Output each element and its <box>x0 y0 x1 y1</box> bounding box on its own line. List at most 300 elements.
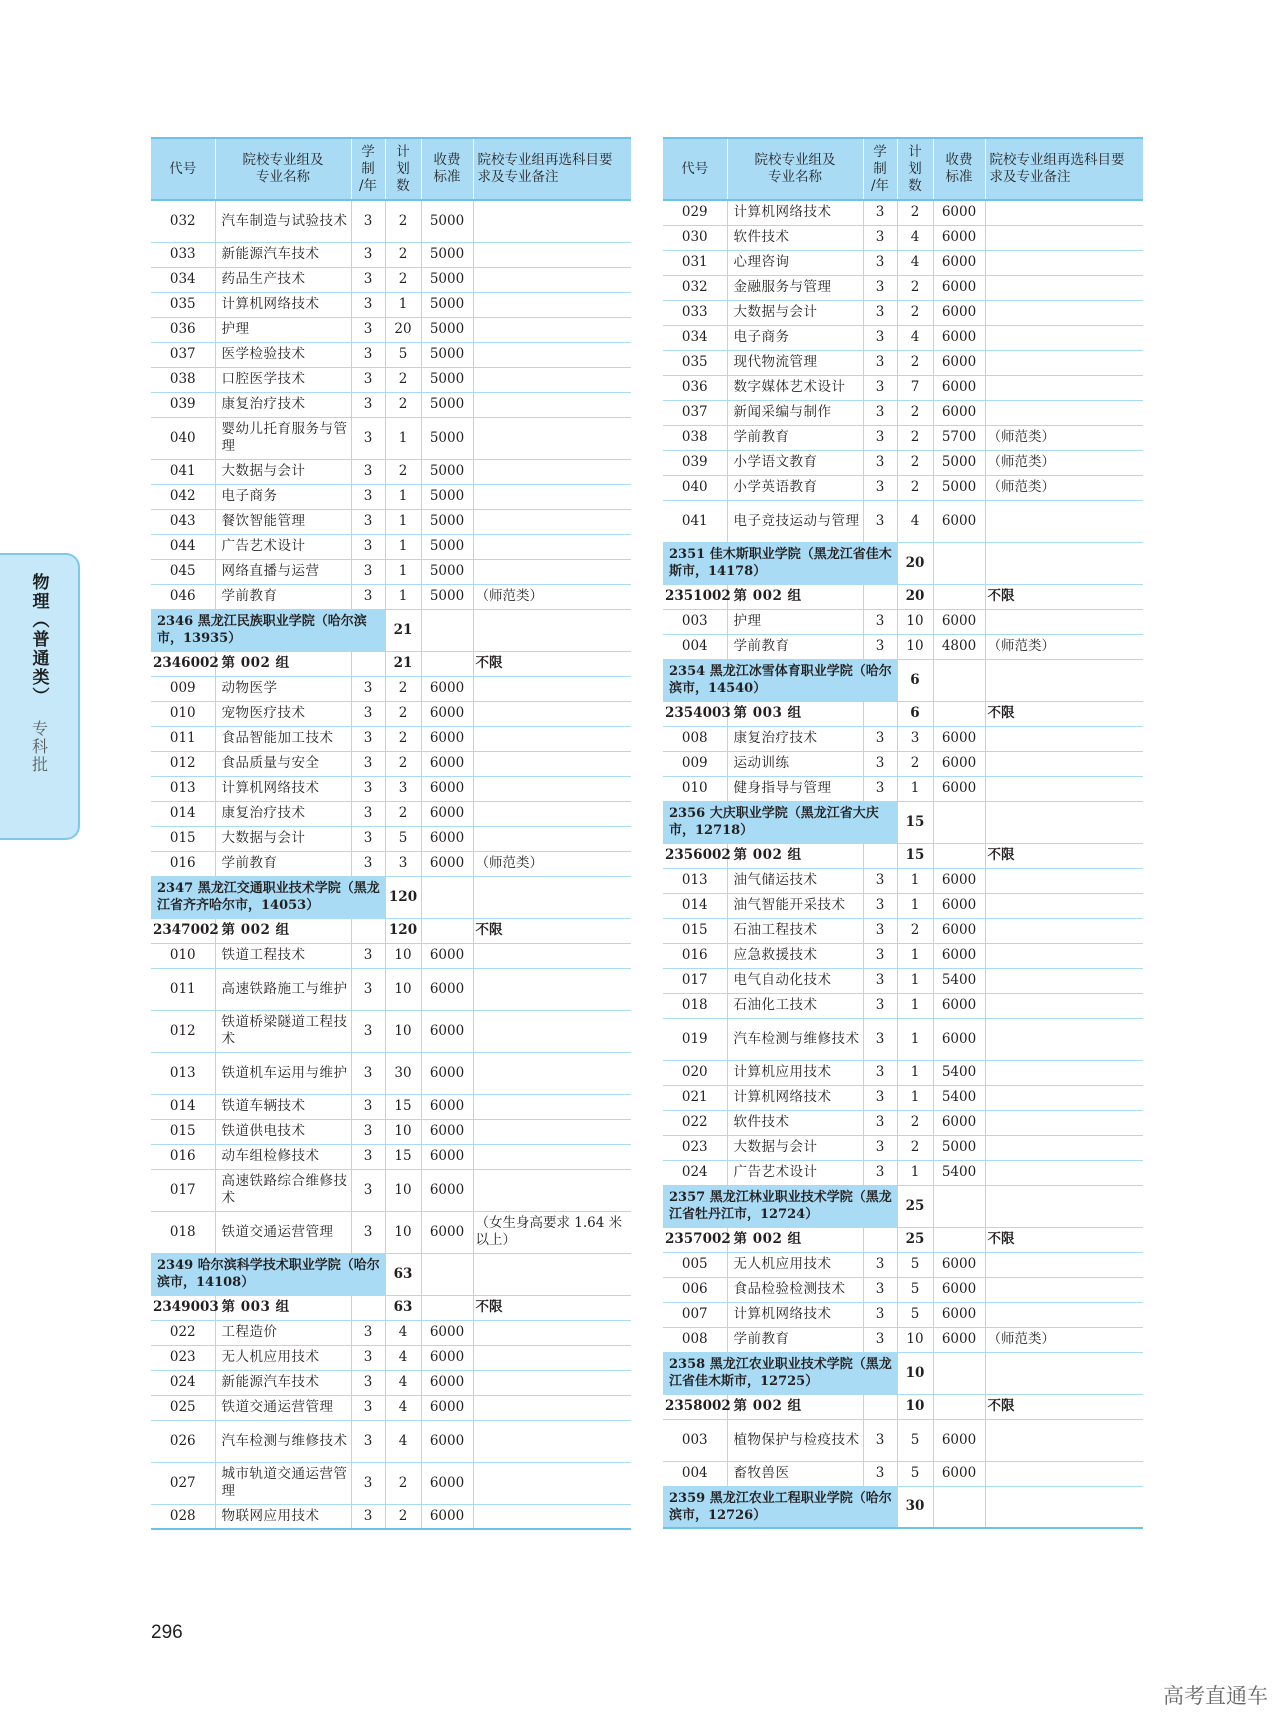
major-note <box>473 826 631 851</box>
major-note <box>473 726 631 751</box>
header-years-text: 制 <box>873 160 887 177</box>
major-code: 012 <box>151 751 215 776</box>
major-years: 3 <box>351 776 385 801</box>
header-fee <box>933 138 985 200</box>
major-fee: 6000 <box>933 776 985 801</box>
major-name: 餐饮智能管理 <box>215 509 351 534</box>
major-row <box>151 776 631 801</box>
major-years: 3 <box>863 893 897 918</box>
major-name: 油气储运技术 <box>727 868 863 893</box>
header-code-text: 代号 <box>169 160 197 177</box>
major-plan: 4 <box>385 1320 421 1345</box>
major-name: 康复治疗技术 <box>215 392 351 417</box>
major-note <box>985 893 1143 918</box>
major-name: 运动训练 <box>727 751 863 776</box>
major-plan: 1 <box>897 776 933 801</box>
major-years: 3 <box>863 1110 897 1135</box>
major-fee: 5000 <box>421 242 473 267</box>
major-plan: 10 <box>385 943 421 968</box>
major-fee: 6000 <box>421 1119 473 1144</box>
major-name: 健身指导与管理 <box>727 776 863 801</box>
major-years: 3 <box>351 459 385 484</box>
major-years: 3 <box>351 559 385 584</box>
major-fee: 6000 <box>933 350 985 375</box>
major-plan: 4 <box>897 500 933 542</box>
major-note: （师范类） <box>987 454 1055 470</box>
left-table-body <box>151 200 631 1529</box>
major-note <box>473 200 631 242</box>
major-name: 软件技术 <box>727 1110 863 1135</box>
major-note <box>473 1010 631 1052</box>
major-name: 铁道工程技术 <box>215 943 351 968</box>
major-fee: 6000 <box>421 751 473 776</box>
major-fee: 5000 <box>933 475 985 500</box>
major-name: 口腔医学技术 <box>215 367 351 392</box>
header-code <box>151 138 215 200</box>
major-row <box>151 559 631 584</box>
major-row <box>663 350 1143 375</box>
side-category-tab <box>0 553 80 840</box>
school-fee-cell <box>421 876 473 918</box>
major-fee: 6000 <box>421 968 473 1010</box>
major-fee: 6000 <box>933 751 985 776</box>
major-row <box>663 450 1143 475</box>
major-row <box>151 267 631 292</box>
major-name: 油气智能开采技术 <box>727 893 863 918</box>
major-name: 医学检验技术 <box>215 342 351 367</box>
major-name: 铁道机车运用与维护 <box>215 1052 351 1094</box>
major-code: 015 <box>151 1119 215 1144</box>
major-name: 学前教育 <box>215 851 351 876</box>
major-name: 畜牧兽医 <box>727 1461 863 1486</box>
major-plan: 1 <box>385 534 421 559</box>
major-fee: 6000 <box>421 726 473 751</box>
major-row <box>151 342 631 367</box>
major-note <box>985 375 1143 400</box>
group-subject-requirement: 不限 <box>987 1231 1015 1247</box>
major-note <box>473 484 631 509</box>
major-fee: 5000 <box>421 584 473 609</box>
school-plan-count: 30 <box>897 1486 933 1528</box>
major-name: 计算机网络技术 <box>215 292 351 317</box>
major-fee: 5000 <box>421 459 473 484</box>
major-years: 3 <box>351 509 385 534</box>
major-plan: 3 <box>385 851 421 876</box>
major-name: 护理 <box>727 609 863 634</box>
major-name: 电子竞技运动与管理 <box>727 500 863 542</box>
major-plan: 2 <box>897 1110 933 1135</box>
major-years: 3 <box>863 425 897 450</box>
major-plan: 2 <box>897 751 933 776</box>
major-years: 3 <box>351 1504 385 1529</box>
major-fee: 6000 <box>933 1461 985 1486</box>
major-name: 康复治疗技术 <box>215 801 351 826</box>
major-row <box>151 459 631 484</box>
major-plan: 4 <box>897 325 933 350</box>
major-years: 3 <box>351 943 385 968</box>
major-plan: 15 <box>385 1094 421 1119</box>
major-row <box>663 275 1143 300</box>
major-name: 铁道交通运营管理 <box>215 1211 351 1253</box>
major-years: 3 <box>863 400 897 425</box>
major-note <box>985 726 1143 751</box>
major-note: （师范类） <box>987 1331 1055 1347</box>
major-plan: 2 <box>385 1504 421 1529</box>
school-note-cell <box>985 1486 1143 1528</box>
header-code-text: 代号 <box>681 160 709 177</box>
group-name: 第 002 组 <box>215 918 351 943</box>
major-years: 3 <box>863 500 897 542</box>
major-plan: 5 <box>897 1252 933 1277</box>
major-code: 010 <box>663 776 727 801</box>
school-fee-cell <box>933 659 985 701</box>
major-row <box>663 893 1143 918</box>
header-plan-text: 数 <box>396 177 410 194</box>
school-plan-count: 63 <box>385 1253 421 1295</box>
major-years: 3 <box>863 300 897 325</box>
major-note <box>985 1018 1143 1060</box>
group-subject-requirement: 不限 <box>475 655 503 671</box>
major-code: 042 <box>151 484 215 509</box>
school-row <box>151 1253 631 1295</box>
major-name: 电子商务 <box>215 484 351 509</box>
major-name: 宠物医疗技术 <box>215 701 351 726</box>
header-note-text: 院校专业组再选科目要 <box>477 152 613 168</box>
major-name: 汽车检测与维修技术 <box>727 1018 863 1060</box>
major-name: 应急救援技术 <box>727 943 863 968</box>
major-fee: 6000 <box>933 1327 985 1352</box>
header-row <box>663 138 1143 200</box>
header-plan-text: 计 <box>396 143 410 160</box>
school-note-cell <box>473 609 631 651</box>
major-plan: 1 <box>897 993 933 1018</box>
major-name: 高速铁路综合维修技术 <box>215 1169 351 1211</box>
major-plan: 1 <box>385 559 421 584</box>
major-code: 016 <box>663 943 727 968</box>
group-subject-requirement: 不限 <box>987 847 1015 863</box>
major-name: 网络直播与运营 <box>215 559 351 584</box>
major-plan: 1 <box>897 893 933 918</box>
school-fee-cell <box>933 1486 985 1528</box>
major-row <box>151 851 631 876</box>
major-plan: 1 <box>897 868 933 893</box>
major-note <box>985 943 1143 968</box>
major-name: 广告艺术设计 <box>215 534 351 559</box>
major-row <box>663 1302 1143 1327</box>
major-code: 025 <box>151 1395 215 1420</box>
major-note <box>985 1252 1143 1277</box>
group-row <box>663 1394 1143 1419</box>
major-years: 3 <box>863 450 897 475</box>
major-note: （女生身高要求 1.64 米以上） <box>475 1215 623 1248</box>
header-years-text: /年 <box>870 177 890 194</box>
major-row <box>151 701 631 726</box>
major-years: 3 <box>863 200 897 225</box>
major-fee: 6000 <box>933 500 985 542</box>
major-fee: 5700 <box>933 425 985 450</box>
major-plan: 2 <box>897 275 933 300</box>
major-row <box>663 776 1143 801</box>
major-row <box>663 993 1143 1018</box>
major-row <box>151 1320 631 1345</box>
major-code: 017 <box>663 968 727 993</box>
major-code: 024 <box>663 1160 727 1185</box>
major-code: 031 <box>663 250 727 275</box>
major-note <box>473 1320 631 1345</box>
group-fee-cell <box>421 1295 473 1320</box>
major-years: 3 <box>863 634 897 659</box>
major-note <box>985 1160 1143 1185</box>
major-code: 013 <box>151 1052 215 1094</box>
major-note <box>473 1345 631 1370</box>
header-name <box>727 138 863 200</box>
major-name: 大数据与会计 <box>727 1135 863 1160</box>
major-fee: 5400 <box>933 1085 985 1110</box>
major-fee: 5000 <box>421 317 473 342</box>
major-note: （师范类） <box>987 429 1055 445</box>
major-years: 3 <box>351 342 385 367</box>
major-note <box>473 459 631 484</box>
major-note <box>473 751 631 776</box>
major-row <box>663 400 1143 425</box>
major-row <box>151 1462 631 1504</box>
group-years-cell <box>351 1295 385 1320</box>
major-code: 014 <box>663 893 727 918</box>
major-row <box>151 367 631 392</box>
major-years: 3 <box>351 1320 385 1345</box>
major-row <box>663 425 1143 450</box>
major-name: 心理咨询 <box>727 250 863 275</box>
major-years: 3 <box>863 1085 897 1110</box>
major-plan: 10 <box>897 1327 933 1352</box>
major-row <box>663 1327 1143 1352</box>
group-years-cell <box>351 918 385 943</box>
major-code: 036 <box>151 317 215 342</box>
major-note <box>473 342 631 367</box>
group-code: 2351002 <box>663 584 727 609</box>
group-subject-requirement: 不限 <box>987 1398 1015 1414</box>
school-note-cell <box>985 801 1143 843</box>
major-years: 3 <box>863 350 897 375</box>
school-fee-cell <box>421 1253 473 1295</box>
major-code: 022 <box>151 1320 215 1345</box>
major-plan: 1 <box>897 1018 933 1060</box>
major-fee: 6000 <box>421 1462 473 1504</box>
major-plan: 10 <box>897 634 933 659</box>
major-plan: 1 <box>385 584 421 609</box>
major-note <box>473 776 631 801</box>
major-plan: 2 <box>897 450 933 475</box>
major-note <box>985 609 1143 634</box>
major-row <box>151 242 631 267</box>
major-plan: 2 <box>897 200 933 225</box>
major-row <box>663 500 1143 542</box>
major-fee: 6000 <box>933 868 985 893</box>
school-row <box>663 1486 1143 1528</box>
major-note <box>473 534 631 559</box>
major-years: 3 <box>351 534 385 559</box>
major-row <box>663 1110 1143 1135</box>
major-plan: 2 <box>385 1462 421 1504</box>
major-note <box>473 801 631 826</box>
major-row <box>151 1010 631 1052</box>
school-row <box>151 876 631 918</box>
major-plan: 5 <box>897 1461 933 1486</box>
major-row <box>151 1119 631 1144</box>
major-code: 008 <box>663 726 727 751</box>
major-plan: 2 <box>897 425 933 450</box>
major-name: 计算机网络技术 <box>727 1085 863 1110</box>
major-years: 3 <box>351 367 385 392</box>
major-row <box>663 225 1143 250</box>
major-name: 石油化工技术 <box>727 993 863 1018</box>
major-name: 食品质量与安全 <box>215 751 351 776</box>
major-fee: 6000 <box>421 1211 473 1253</box>
header-years-text: 学 <box>361 143 375 160</box>
major-plan: 1 <box>897 943 933 968</box>
group-fee-cell <box>933 1227 985 1252</box>
major-code: 035 <box>663 350 727 375</box>
major-years: 3 <box>351 701 385 726</box>
major-years: 3 <box>351 726 385 751</box>
major-note <box>473 1169 631 1211</box>
major-code: 046 <box>151 584 215 609</box>
major-years: 3 <box>351 1370 385 1395</box>
major-row <box>151 417 631 459</box>
school-name: 2351 佳木斯职业学院（黑龙江省佳木斯市，14178） <box>663 542 897 584</box>
major-plan: 10 <box>385 1169 421 1211</box>
group-plan-count: 21 <box>385 651 421 676</box>
major-code: 008 <box>663 1327 727 1352</box>
major-row <box>151 968 631 1010</box>
major-fee: 6000 <box>421 1345 473 1370</box>
major-plan: 1 <box>385 484 421 509</box>
major-note <box>473 968 631 1010</box>
major-years: 3 <box>351 584 385 609</box>
major-fee: 6000 <box>933 1302 985 1327</box>
major-code: 018 <box>663 993 727 1018</box>
major-row <box>151 200 631 242</box>
major-row <box>151 584 631 609</box>
major-code: 004 <box>663 634 727 659</box>
group-fee-cell <box>421 918 473 943</box>
major-code: 020 <box>663 1060 727 1085</box>
major-fee: 6000 <box>421 1010 473 1052</box>
major-plan: 15 <box>385 1144 421 1169</box>
major-name: 护理 <box>215 317 351 342</box>
school-name: 2349 哈尔滨科学技术职业学院（哈尔滨市，14108） <box>151 1253 385 1295</box>
school-fee-cell <box>421 609 473 651</box>
major-row <box>151 801 631 826</box>
major-code: 014 <box>151 801 215 826</box>
major-plan: 2 <box>385 751 421 776</box>
major-fee: 6000 <box>421 943 473 968</box>
header-plan-text: 划 <box>908 160 922 177</box>
major-years: 3 <box>351 417 385 459</box>
major-code: 011 <box>151 726 215 751</box>
major-years: 3 <box>351 484 385 509</box>
major-years: 3 <box>863 968 897 993</box>
major-plan: 2 <box>385 676 421 701</box>
major-code: 019 <box>663 1018 727 1060</box>
major-note <box>473 1420 631 1462</box>
group-years-cell <box>351 651 385 676</box>
major-code: 027 <box>151 1462 215 1504</box>
major-plan: 4 <box>385 1345 421 1370</box>
major-years: 3 <box>863 225 897 250</box>
school-fee-cell <box>933 801 985 843</box>
major-note <box>473 1370 631 1395</box>
major-code: 032 <box>663 275 727 300</box>
major-code: 006 <box>663 1277 727 1302</box>
major-plan: 10 <box>897 609 933 634</box>
major-fee: 6000 <box>421 801 473 826</box>
school-plan-count: 20 <box>897 542 933 584</box>
header-row <box>151 138 631 200</box>
major-note <box>473 317 631 342</box>
major-name: 计算机应用技术 <box>727 1060 863 1085</box>
major-years: 3 <box>351 826 385 851</box>
major-row <box>151 1094 631 1119</box>
major-years: 3 <box>351 1144 385 1169</box>
major-note <box>985 400 1143 425</box>
major-row <box>151 751 631 776</box>
major-row <box>663 1160 1143 1185</box>
group-subject-requirement: 不限 <box>987 705 1015 721</box>
major-name: 物联网应用技术 <box>215 1504 351 1529</box>
major-code: 023 <box>663 1135 727 1160</box>
major-name: 大数据与会计 <box>215 459 351 484</box>
major-years: 3 <box>351 1395 385 1420</box>
major-name: 康复治疗技术 <box>727 726 863 751</box>
school-plan-count: 120 <box>385 876 421 918</box>
major-fee: 6000 <box>933 375 985 400</box>
major-plan: 2 <box>385 267 421 292</box>
group-name: 第 002 组 <box>727 1227 863 1252</box>
major-code: 021 <box>663 1085 727 1110</box>
major-row <box>151 484 631 509</box>
major-plan: 10 <box>385 1119 421 1144</box>
major-years: 3 <box>351 1211 385 1253</box>
group-code: 2358002 <box>663 1394 727 1419</box>
major-years: 3 <box>351 1345 385 1370</box>
group-plan-count: 6 <box>897 701 933 726</box>
major-name: 学前教育 <box>215 584 351 609</box>
major-fee: 5000 <box>421 292 473 317</box>
major-years: 3 <box>863 250 897 275</box>
major-code: 040 <box>663 475 727 500</box>
major-row <box>663 300 1143 325</box>
major-name: 软件技术 <box>727 225 863 250</box>
major-plan: 5 <box>897 1419 933 1461</box>
major-note <box>985 350 1143 375</box>
major-row <box>151 1395 631 1420</box>
major-code: 016 <box>151 1144 215 1169</box>
group-code: 2356002 <box>663 843 727 868</box>
major-row <box>151 392 631 417</box>
major-note <box>473 417 631 459</box>
major-row <box>151 1169 631 1211</box>
major-code: 009 <box>663 751 727 776</box>
header-note <box>473 138 631 200</box>
major-years: 3 <box>351 267 385 292</box>
major-plan: 10 <box>385 1010 421 1052</box>
major-years: 3 <box>863 1302 897 1327</box>
major-years: 3 <box>863 1060 897 1085</box>
major-note <box>985 776 1143 801</box>
major-code: 024 <box>151 1370 215 1395</box>
major-years: 3 <box>863 776 897 801</box>
